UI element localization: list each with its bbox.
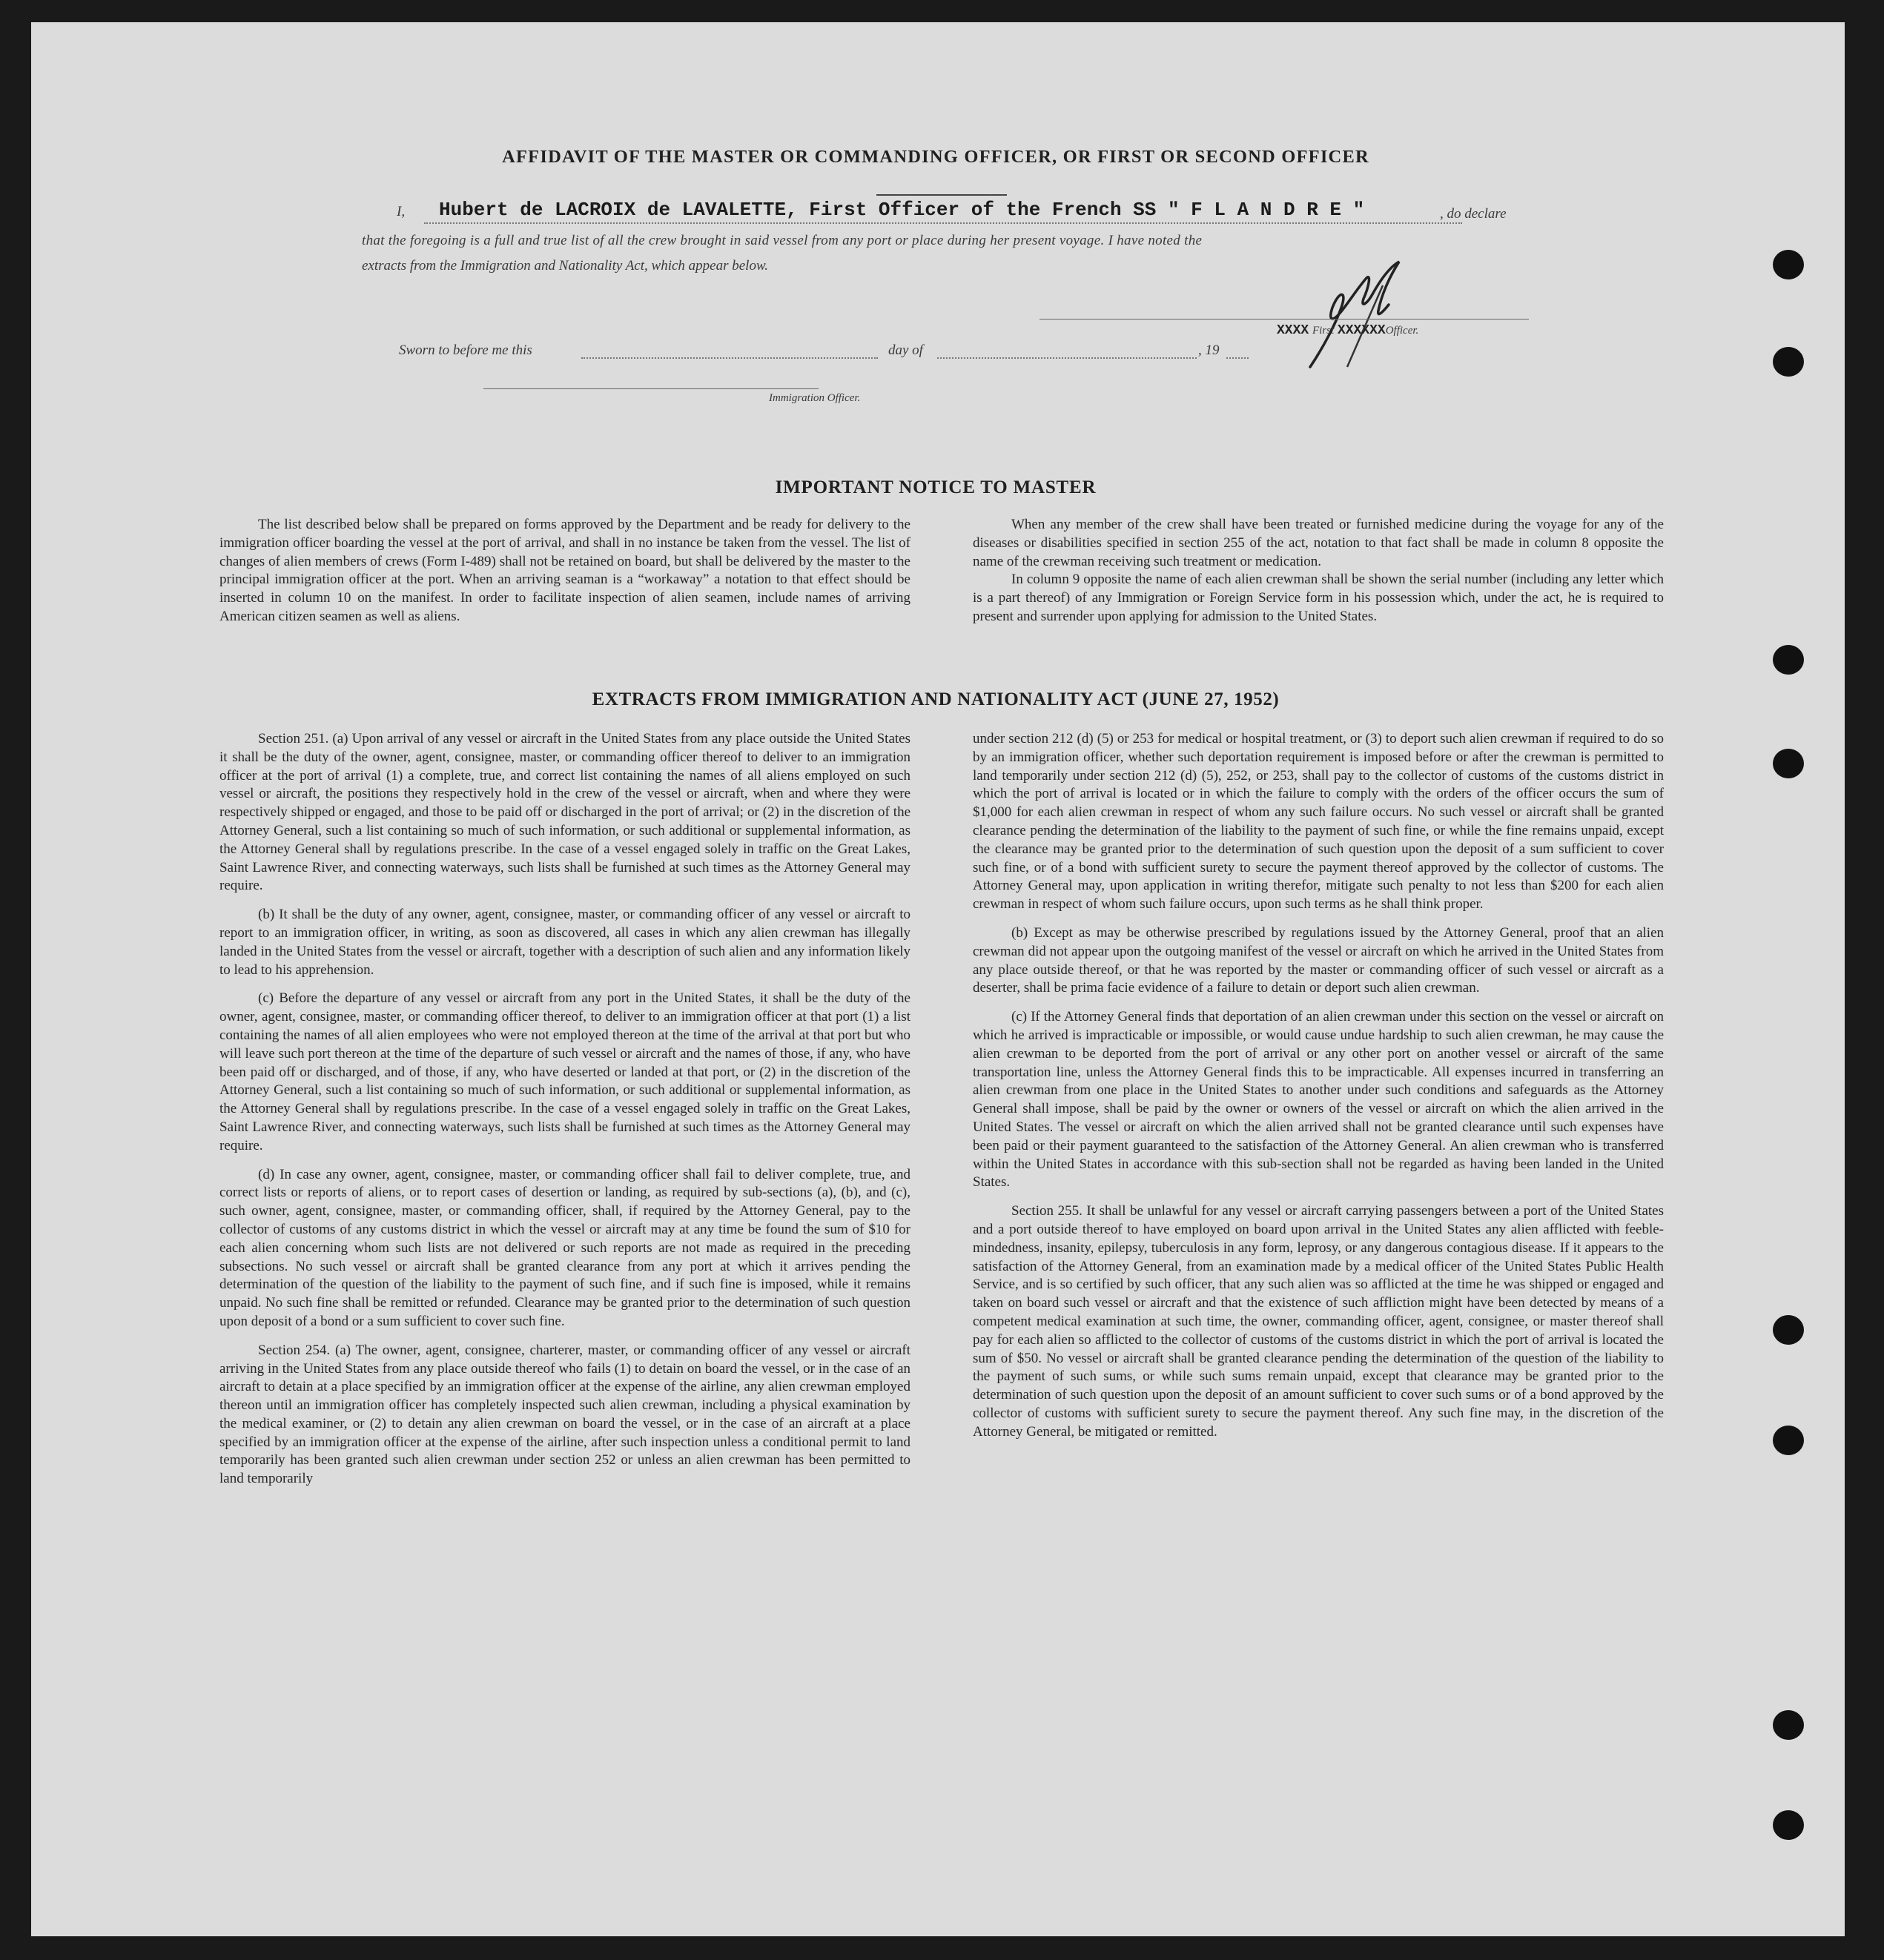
affidavit-line-2: that the foregoing is a full and true list of all the crew brought in said vessel from any port or place during her present voyage. I have noted the	[362, 233, 1203, 248]
binder-hole	[1773, 749, 1804, 778]
officer-end-label: Officer.	[1385, 325, 1419, 337]
sworn-year-label: , 19	[1198, 342, 1220, 358]
immigration-officer-line	[483, 388, 819, 389]
binder-hole	[1773, 645, 1804, 675]
officer-title-label	[1277, 322, 1418, 338]
officer-signature	[1295, 256, 1473, 374]
sworn-day-label: day of	[888, 342, 923, 358]
sworn-prefix: Sworn to before me this	[399, 342, 532, 358]
sworn-year-dotted-line	[1226, 357, 1249, 359]
binder-hole	[1773, 1810, 1804, 1840]
extracts-right-column	[973, 730, 1664, 1441]
notice-title: IMPORTANT NOTICE TO MASTER	[775, 477, 1097, 497]
paragraph: (c) Before the departure of any vessel or aircraft from any port in the United States, it shall be the duty of the owner, agent, consignee, master, or commanding officer thereof, to deliver to an immigration officer at that port (1) a list containing the names of all alien employees who were not employed thereon at the time of the arrival at that port but who will leave such port thereon at the time of the departure of such vessel or aircraft and the names of those, if any, who have been paid off or discharged, and of those, if any, who have deserted or landed at that port, or (2) in the discretion of the Attorney General, such a list containing so much of such information, or such additional or supplemental information, as the Attorney General shall by regulations prescribe. In the case of a vessel engaged solely in traffic on the Great Lakes, Saint Lawrence River, and connecting waterways, such lists shall be furnished at such times as the Attorney General may require.	[219, 990, 910, 1153]
extracts-title: EXTRACTS FROM IMMIGRATION AND NATIONALITY ACT (JUNE 27, 1952)	[592, 689, 1280, 709]
paragraph: (b) Except as may be otherwise prescribed by regulations issued by the Attorney General, proof that an alien crewman did not appear upon the outgoing manifest of the vessel or aircraft on which he arrived in the United States from any place outside thereof, or that he was reported by the master or commanding officer of such vessel or aircraft as a deserter, shall be prima facie evidence of a failure to detain or deport such alien crewman.	[973, 924, 1664, 996]
paragraph: Section 251. (a) Upon arrival of any vessel or aircraft in the United States from any place outside the United States it shall be the duty of the owner, agent, consignee, master, or commanding officer thereof to deliver to an immigration officer at the port of arrival (1) a complete, true, and correct list containing the names of all aliens employed on such vessel or aircraft, the positions they respectively hold in the crew of the vessel or aircraft, when and where they were respectively shipped or engaged, and those to be paid off or discharged in the port of arrival; or (2) in the discretion of the Attorney General, such a list containing so much of such information, or such additional or supplemental information, as the Attorney General shall by regulations prescribe. In the case of a vessel engaged solely in traffic on the Great Lakes, Saint Lawrence River, and connecting waterways, such lists shall be furnished at such times as the Attorney General may require.	[219, 731, 910, 894]
sworn-date-dotted-line	[581, 357, 878, 359]
struck-text: XXXXXX	[1337, 323, 1386, 338]
paragraph: In column 9 opposite the name of each alien crewman shall be shown the serial number (including any letter which is a part thereof) of any Immigration or Foreign Service form in his possession which, under the act, he is required to present and surrender upon applying for admission to the United States.	[973, 572, 1664, 624]
binder-hole	[1773, 1426, 1804, 1455]
officer-first-label: First	[1312, 325, 1335, 337]
extracts-left-column	[219, 730, 910, 1489]
sworn-month-dotted-line	[937, 357, 1197, 359]
immigration-officer-label: Immigration Officer.	[769, 392, 861, 404]
title-divider	[876, 194, 1007, 196]
affidavit-title: AFFIDAVIT OF THE MASTER OR COMMANDING OFFICER, OR FIRST OR SECOND OFFICER	[502, 147, 1369, 167]
paragraph: under section 212 (d) (5) or 253 for medical or hospital treatment, or (3) to deport such alien crewman if required to do so by an immigration officer, whether such deportation requirement is imposed before or after the crewman is permitted to land temporarily under section 212 (d) (5), 252, or 253, shall pay to the collector of customs of the customs district in which the port of arrival is located or in which the failure to comply with the orders of the officer occurs the sum of $1,000 for each alien crewman in respect of whom any such failure occurs. No such vessel or aircraft shall be granted clearance pending the determination of the liability to the payment of such fine, or while the fine remains unpaid, except the clearance may be granted prior to the determination of such question upon the deposit of a sum sufficient to cover such fine, or of a bond with sufficient surety to secure the payment thereof approved by the collector of customs. The Attorney General may, upon application in writing therefor, mitigate such penalty to not less than $200 for each alien crewman in respect of whom such failure occurs, upon such terms as he shall think proper.	[973, 731, 1664, 913]
signature-line	[1039, 319, 1529, 320]
document-page	[31, 22, 1845, 1936]
affidavit-line-3: extracts from the Immigration and Nationality Act, which appear below.	[362, 258, 768, 274]
paragraph: (d) In case any owner, agent, consignee, master, or commanding officer shall fail to deliver complete, true, and correct lists or reports of aliens, or to report cases of desertion or landing, as required by sub-sections (a), (b), and (c), such owner, agent, consignee, master, or commanding officer, shall, if required by the Attorney General, pay to the collector of customs of any customs district in which the vessel or aircraft may at any time be found the sum of $10 for each alien concerning whom such lists are not delivered or such reports are not made as required in the preceding subsections. No such vessel or aircraft shall be granted clearance from any port at which it arrives pending the determination of the question of the liability to the payment of such fine, and if such fine is imposed, while it remains unpaid. No such fine shall be remitted or refunded. Clearance may be granted prior to the determination of such question upon deposit of a bond or a sum sufficient to cover such fine.	[219, 1166, 910, 1329]
binder-hole	[1773, 250, 1804, 279]
paragraph: (b) It shall be the duty of any owner, agent, consignee, master, or commanding officer of any vessel or aircraft to report to an immigration officer, in writing, as soon as discovered, all cases in which any alien crewman has illegally landed in the United States from the vessel or aircraft, together with a description of such alien and any information likely to lead to his apprehension.	[219, 907, 910, 978]
affidavit-suffix: , do declare	[1440, 206, 1507, 222]
typed-declarant-name: Hubert de LACROIX de LAVALETTE, First Officer of the French SS " F L A N D R E "	[439, 199, 1365, 221]
notice-left-column	[219, 516, 910, 626]
paragraph: The list described below shall be prepared on forms approved by the Department and be ready for delivery to the immigration officer boarding the vessel at the port of arrival, and shall in no instance be taken from the vessel. The list of changes of alien members of crews (Form I-489) shall not be retained on board, but shall be delivered by the master to the principal immigration officer at the port. When an arriving seaman is a “workaway” a notation to that effect should be inserted in column 10 on the manifest. In order to facilitate inspection of alien seamen, include names of arriving American citizen seamen as well as aliens.	[219, 517, 910, 624]
struck-text: XXXX	[1277, 323, 1309, 338]
paragraph: When any member of the crew shall have been treated or furnished medicine during the voyage for any of the diseases or disabilities specified in section 255 of the act, notation to that fact shall be made in column 8 opposite the name of the crewman receiving such treatment or medication.	[973, 517, 1664, 569]
paragraph: (c) If the Attorney General finds that deportation of an alien crewman under this section on the vessel or aircraft on which he arrived is impracticable or impossible, or would cause undue hardship to such alien crewman, he may cause the alien crewman to be deported from the port of arrival or any other port on another vessel or aircraft of the same transportation line, unless the Attorney General finds this to be impracticable. All expenses incurred in transferring an alien crewman from one place in the United States to another under such conditions and safeguards as the Attorney General shall impose, shall be paid by the owner or owners of the vessel or aircraft on which the alien arrived in the United States. The vessel or aircraft on which the alien arrived shall not be granted clearance until such expenses have been paid or their payment guaranteed to the satisfaction of the Attorney General. An alien crewman who is transferred within the United States in accordance with this sub-section shall not be regarded as having been landed in the United States.	[973, 1009, 1664, 1191]
notice-right-column	[973, 516, 1664, 626]
binder-hole	[1773, 347, 1804, 377]
paragraph: Section 255. It shall be unlawful for any vessel or aircraft carrying passengers between a port of the United States and a port outside thereof to have employed on board upon arrival in the United States any alien afflicted with feeble-mindedness, insanity, epilepsy, tuberculosis in any form, leprosy, or any dangerous contagious disease. If it appears to the satisfaction of the Attorney General, from an examination made by a medical officer of the United States Public Health Service, and is so certified by such officer, that any such alien was so afflicted at the time he was shipped or engaged and taken on board such vessel or aircraft and that the existence of such affliction might have been detected by means of a competent medical examination at such time, the owner, commanding officer, agent, consignee, or master thereof shall pay for each alien so afflicted to the collector of customs of the customs district in which the port of arrival is located the sum of $50. No vessel or aircraft shall be granted clearance pending the determination of the question of the liability to the payment of such sums, or while such sums remain unpaid, except that clearance may be granted prior to the determination of such question upon the deposit of an amount sufficient to cover such sums or of a bond approved by the collector of customs with sufficient surety to secure the payment thereof. Any such fine may, in the discretion of the Attorney General, be mitigated or remitted.	[973, 1203, 1664, 1440]
binder-hole	[1773, 1315, 1804, 1345]
name-dotted-line	[424, 222, 1462, 224]
binder-hole	[1773, 1710, 1804, 1740]
paragraph: Section 254. (a) The owner, agent, consignee, charterer, master, or commanding officer of any vessel or aircraft arriving in the United States from any place outside thereof who fails (1) to detain on board the vessel, or in the case of an aircraft to detain at a place specified by an immigration officer at the expense of the airline, any alien crewman employed thereon until an immigration officer has completely inspected such alien crewman, including a physical examination by the medical examiner, or (2) to detain any alien crewman on board the vessel, or in the case of an aircraft at a place specified by an immigration officer at the expense of the airline, after such inspection unless a conditional permit to land temporarily has been granted such alien crewman under section 252 or unless an alien crewman has been permitted to land temporarily	[219, 1342, 910, 1487]
affidavit-prefix: I,	[397, 204, 406, 219]
